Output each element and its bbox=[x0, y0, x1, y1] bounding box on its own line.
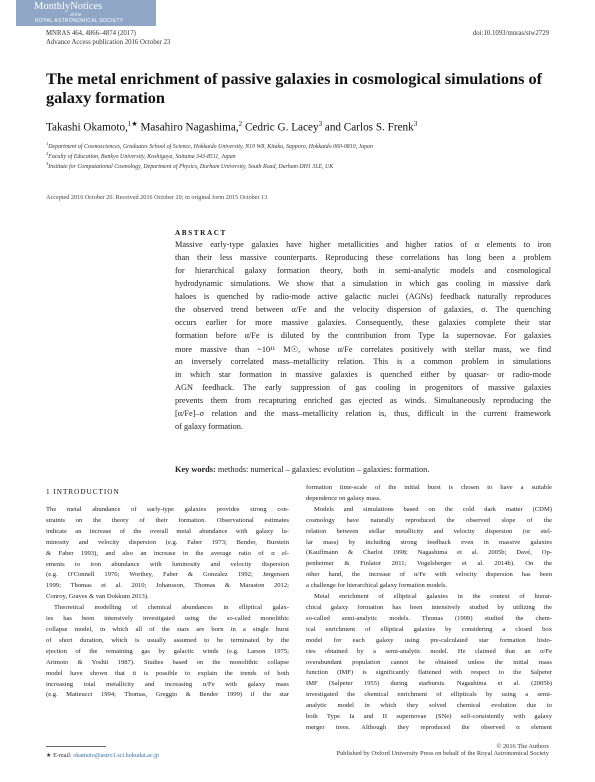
body-line: The metal abundance of early-type galaxies provides strong con- bbox=[46, 506, 289, 513]
body-line: function (IMF) is significantly flattened with respect to the Salpeter bbox=[306, 669, 552, 677]
author-name: Cedric G. Lacey bbox=[244, 121, 319, 134]
abstract-line: than their less massive counterparts. Reproducing these correlations has long been a problem bbox=[175, 253, 551, 262]
body-line: penheimer & Finlator 2011; Vogelsberger et al. 2014b). On the bbox=[306, 560, 552, 568]
abstract-line: an inversely correlated mass–metallicity relation. This is a common problem in simulations bbox=[175, 357, 551, 366]
body-line: (Kauffmann & Charlot 1998; Nagashima et al. 2005b; Davé, Op- bbox=[306, 549, 552, 557]
abstract-line: prevents them from recapturing enriched gas ejected as winds. Simultaneously reproducing the bbox=[175, 396, 551, 405]
body-line: Conroy, Graves & van Dokkum 2013). bbox=[46, 593, 149, 601]
abstract-line: in which star formation in massive galaxies is quenched either by quasar- or radio-mode bbox=[175, 370, 551, 379]
copyright bbox=[337, 743, 549, 757]
body-line: both Type Ia and II supernovae (SNe) self-consistently with galaxy bbox=[306, 713, 552, 721]
abstract-line: formation before α/Fe is diluted by the contribution from Type Ia supernovae. For galaxies bbox=[175, 331, 551, 340]
body-line: cosmology have naturally reproduced the observed slope of the bbox=[306, 516, 552, 524]
keywords bbox=[175, 465, 429, 474]
advance-access: Advance Access publication 2016 October 23 bbox=[46, 39, 171, 46]
affiliation: $^1$Department of Cosmosciences, Graduates School of Science, Hokkaido University, N10 W8, Kitaku, Sapporo, Hokkaido 060-0810, Japan bbox=[46, 141, 373, 150]
body-line: Arimoto & Yoshii 1987). Studies based on the monolithic collapse bbox=[46, 658, 289, 666]
publisher-line: Published by Oxford University Press on behalf of the Royal Astronomical Society bbox=[336, 750, 549, 757]
section-heading: 1 INTRODUCTION bbox=[46, 488, 120, 496]
body-line: indicate an increase of the overall metal abundance with galaxy lu- bbox=[46, 527, 289, 535]
abstract-line: [α/Fe]–σ relation and the mass–metallicity relation is, thus, difficult in the current framework bbox=[175, 409, 551, 418]
journal-logo-sub: of the bbox=[70, 12, 82, 17]
body-line: overabundant population cannot be obtained unless the initial mass bbox=[306, 658, 552, 666]
abstract-line: the observed trend between α/Fe and the velocity dispersion of galaxies, σ. The quenching bbox=[175, 305, 551, 314]
body-line: so-called semi-analytic models. Thomas (1999) studied the chem- bbox=[306, 614, 552, 622]
email-link[interactable]: okamoto@astro1.sci.hokudai.ac.jp bbox=[73, 752, 159, 759]
abstract-line: haloes is quenched by radio-mode active galactic nuclei (AGNs) feedback naturally reproduces bbox=[175, 292, 551, 301]
body-line: (e.g. O'Connell 1976; Worthey, Faber & Gonzalez 1992; Jørgensen bbox=[46, 571, 289, 579]
paper-title: The metal enrichment of passive galaxies in cosmological simulations of galaxy formation bbox=[46, 69, 543, 107]
body-line: Metal enrichment of elliptical galaxies in the context of hierar- bbox=[314, 593, 552, 601]
abstract-line: hydrodynamic simulations. We show that a simulation in which gas cooling in massive dark bbox=[175, 279, 551, 288]
body-line: minosity and velocity dispersion (e.g. Faber 1973; Bender, Burstein bbox=[46, 538, 289, 546]
abstract-line: for hierarchical galaxy formation theory, both in semi-analytic models and cosmological bbox=[175, 266, 551, 275]
body-line: merger trees. Although they reproduced the observed α element bbox=[306, 723, 552, 731]
abstract-line: occurs earlier for more massive galaxies. Consequently, these galaxies complete their star bbox=[175, 318, 551, 327]
doi: doi:10.1093/mnras/stw2729 bbox=[472, 30, 549, 37]
right-column bbox=[306, 483, 552, 734]
keywords-text: methods: numerical – galaxies: evolution – galaxies: formation. bbox=[217, 465, 430, 474]
abstract-line: of galaxy formation. bbox=[175, 422, 243, 431]
footnote bbox=[46, 752, 159, 759]
left-column bbox=[46, 505, 289, 701]
body-line: increasing total metallicity and increasing α/Fe with galaxy mass bbox=[46, 680, 289, 688]
author-name: Masahiro Nagashima, bbox=[140, 121, 239, 134]
body-line: & Faber 1993), and also an increase in the average ratio of α el- bbox=[46, 549, 289, 557]
abstract-line: more massive than ~10¹¹ M☉, whose α/Fe correlates positively with stellar mass, we find bbox=[175, 345, 551, 354]
body-line: formation time-scale of the initial burst is chosen to have a suitable bbox=[306, 484, 552, 491]
journal-logo-society: ROYAL ASTRONOMICAL SOCIETY bbox=[35, 18, 124, 24]
journal-logo-main: MonthlyNotices bbox=[34, 1, 103, 12]
author-sup: 1★ bbox=[127, 120, 138, 128]
keywords-label: Key words: bbox=[175, 465, 216, 474]
affiliation: $^2$Faculty of Education, Bunkyo University, Koshigaya, Saitama 343-8511, Japan bbox=[46, 151, 236, 160]
author-name: and Carlos S. Frenk bbox=[324, 121, 414, 134]
body-line: Theoretical modelling of chemical abundances in elliptical galax- bbox=[54, 604, 289, 612]
author-sup: 3 bbox=[413, 120, 418, 128]
body-line: ical enrichment of elliptical galaxies by considering a closed box bbox=[306, 625, 552, 633]
body-line: ejection of the remaining gas by galactic winds (e.g. Larson 1975; bbox=[46, 647, 289, 655]
author-sup: 3 bbox=[318, 120, 323, 128]
body-line: model have shown that it is possible to explain the trends of both bbox=[46, 669, 289, 677]
body-line: chical galaxy formation has been intensively studied by utilizing the bbox=[306, 603, 552, 611]
copyright-line: © 2016 The Authors bbox=[496, 743, 549, 750]
body-line: collapse model, in which all of the stars are born in a single burst bbox=[46, 625, 289, 633]
abstract-line: Massive early-type galaxies have higher metallicities and higher ratios of α elements to iron bbox=[175, 240, 551, 249]
body-line: Models and simulations based on the cold dark matter (CDM) bbox=[314, 505, 552, 513]
body-line: other hand, the increase of α/Fe with velocity dispersion has been bbox=[306, 571, 552, 579]
body-line: a challenge for hierarchical galaxy formation models. bbox=[306, 582, 448, 590]
body-line: (e.g. Matteucci 1994; Thomas, Greggio & Bender 1999) if the star bbox=[46, 691, 289, 699]
body-line: model for each galaxy using pre-calculated star formation histo- bbox=[306, 636, 552, 644]
body-line: IMF (Salpeter 1955) during starbursts. Nagashima et al. (2005b) bbox=[306, 680, 552, 688]
body-line: analytic model in which they solved chemical evolution due to bbox=[306, 702, 552, 710]
citation: MNRAS 464, 4866–4874 (2017) bbox=[46, 30, 136, 37]
author-sup: 2 bbox=[238, 120, 243, 128]
body-line: relation between stellar metallicity and velocity dispersion (or stel- bbox=[306, 527, 552, 535]
received-dates: Accepted 2016 October 20. Received 2016 October 20; in original form 2015 October 13 bbox=[46, 194, 268, 201]
body-line: 1999; Thomas et al. 2010; Johansson, Thomas & Maraston 2012; bbox=[46, 582, 289, 590]
body-line: investigated the chemical enrichment of ellipticals by using a semi- bbox=[306, 691, 552, 699]
abstract-line: AGN feedback. The early suppression of gas cooling in progenitors of massive galaxies bbox=[175, 383, 551, 392]
author-name: Takashi Okamoto, bbox=[46, 121, 128, 134]
body-line: ements to iron abundance with luminosity and velocity dispersion bbox=[46, 560, 289, 568]
affiliation: $^3$Institute for Computational Cosmology, Department of Physics, Durham University, South Road, Durham DH1 3LE, UK bbox=[46, 161, 334, 170]
body-line: ies has been intensively investigated using the so-called monolithic bbox=[46, 615, 289, 623]
body-line: of short duration, which is usually assumed to be terminated by the bbox=[46, 636, 289, 644]
body-line: dependence on galaxy mass. bbox=[306, 494, 382, 502]
body-line: lar mass) by including strong feedback even in massive galaxies bbox=[306, 538, 552, 546]
footnote-rule bbox=[46, 746, 106, 747]
footnote-label: ★ E-mail: bbox=[46, 752, 72, 759]
body-line: straints on the theory of their formation. Observational estimates bbox=[46, 516, 289, 524]
body-line: ries obtained by a semi-analytic model. He claimed that an α/Fe bbox=[306, 647, 552, 655]
abstract-heading: ABSTRACT bbox=[175, 229, 227, 237]
author-list bbox=[46, 120, 417, 134]
